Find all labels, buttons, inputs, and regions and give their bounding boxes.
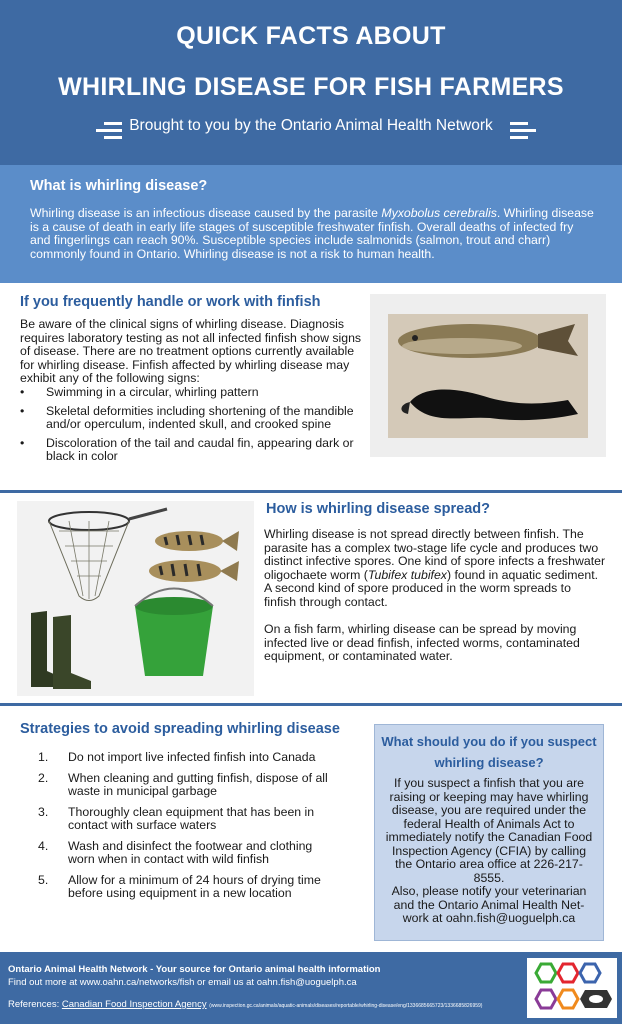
list-item: 3. Thoroughly clean equipment that has been in contact with surface waters <box>38 804 315 832</box>
strategies-heading: Strategies to avoid spreading whirling disease <box>20 721 340 737</box>
divider <box>0 490 622 493</box>
list-item: • Discoloration of the tail and caudal fin, appearing dark or black in color <box>20 437 360 464</box>
footer-references: References: Canadian Food Inspection Agency (www.inspection.gc.ca/animals/aquatic-animals/diseases/reportable/whirling-disease/eng/1336685665723/1336685826959) <box>8 999 483 1010</box>
suspect-callout <box>374 724 604 941</box>
strategies-list <box>38 751 328 908</box>
list-item: 5. Allow for a minimum of 24 hours of drying time before using equipment in a new location <box>38 872 321 900</box>
bucket-icon <box>135 589 213 677</box>
fish-icon <box>149 531 239 582</box>
footer-tagline: Ontario Animal Health Network - Your source for Ontario animal health information <box>8 964 381 975</box>
oahn-logo <box>527 958 617 1018</box>
spread-paragraph-2: On a fish farm, whirling disease can be spread by moving infected live or dead finfish, infected worms, contaminated equipment, or contaminated water. <box>264 622 580 663</box>
divider <box>0 703 622 706</box>
list-item: 1. Do not import live infected finfish into Canada <box>38 750 316 764</box>
callout-paragraph-1: If you suspect a finfish that you are raising or keeping may have whirling disease, you are required under the federal Health of Animals Act to immediately notify the Canadian Food Inspection Agency (CFIA) by calling the Ontario area office at 226-217-8555. <box>385 776 593 885</box>
title-line-2: WHIRLING DISEASE FOR FISH FARMERS <box>58 73 564 101</box>
signs-list <box>20 386 360 469</box>
equipment-illustration <box>17 501 254 696</box>
boots-icon <box>31 611 91 689</box>
what-is-heading: What is whirling disease? <box>30 178 208 194</box>
callout-title: What should you do if you suspect whirling disease? <box>381 734 597 770</box>
handle-intro: Be aware of the clinical signs of whirling disease. Diagnosis requires laboratory testing as not all infected finfish show signs of disease. There are no treatment options currently available for whirling disease. Finfish affected by whirling disease may exhibit any of the following signs: <box>20 317 362 385</box>
title-line-1: QUICK FACTS ABOUT <box>176 22 446 50</box>
spread-heading: How is whirling disease spread? <box>266 501 491 517</box>
net-icon <box>49 509 167 601</box>
reference-link[interactable]: Canadian Food Inspection Agency <box>61 999 207 1010</box>
trout-photo <box>370 294 606 457</box>
spread-paragraph-1: Whirling disease is not spread directly between finfish. The parasite has a complex two-stage life cycle and produces two distinct infective spores. One kind of spore infects a freshwater oligochaete worm (Tubifex tubifex) found in aquatic sediment. A second kind of spore produced in the worm spreads to finfish through contact. <box>264 527 606 609</box>
header-banner <box>0 0 622 165</box>
list-item: • Swimming in a circular, whirling pattern <box>20 386 360 400</box>
list-item: 2. When cleaning and gutting finfish, dispose of all waste in municipal garbage <box>38 770 328 798</box>
list-item: • Skeletal deformities including shortening of the mandible and/or operculum, indented skull, and crooked spine <box>20 405 360 432</box>
what-is-section <box>0 165 622 283</box>
footer-contact: Find out more at www.oahn.ca/networks/fish or email us at oahn.fish@uoguelph.ca <box>8 977 357 988</box>
handle-heading: If you frequently handle or work with finfish <box>20 294 321 310</box>
list-item: 4. Wash and disinfect the footwear and clothing worn when in contact with wild finfish <box>38 838 313 866</box>
what-is-text: Whirling disease is an infectious disease caused by the parasite Myxobolus cerebralis. Whirling disease is a cause of death in early life stages of susceptible freshwater finfish. Overall deaths of infected fry and fingerlings can reach 90%. Susceptible species include salmonids (salmon, trout and charr) commonly found in Ontario. Whirling disease is not a risk to human health. <box>30 206 594 261</box>
header-subtitle: Brought to you by the Ontario Animal Health Network <box>129 117 493 134</box>
callout-paragraph-2: Also, please notify your veterinarian and the Ontario Animal Health Net-work at oahn.fish@uoguelph.ca <box>391 884 587 925</box>
